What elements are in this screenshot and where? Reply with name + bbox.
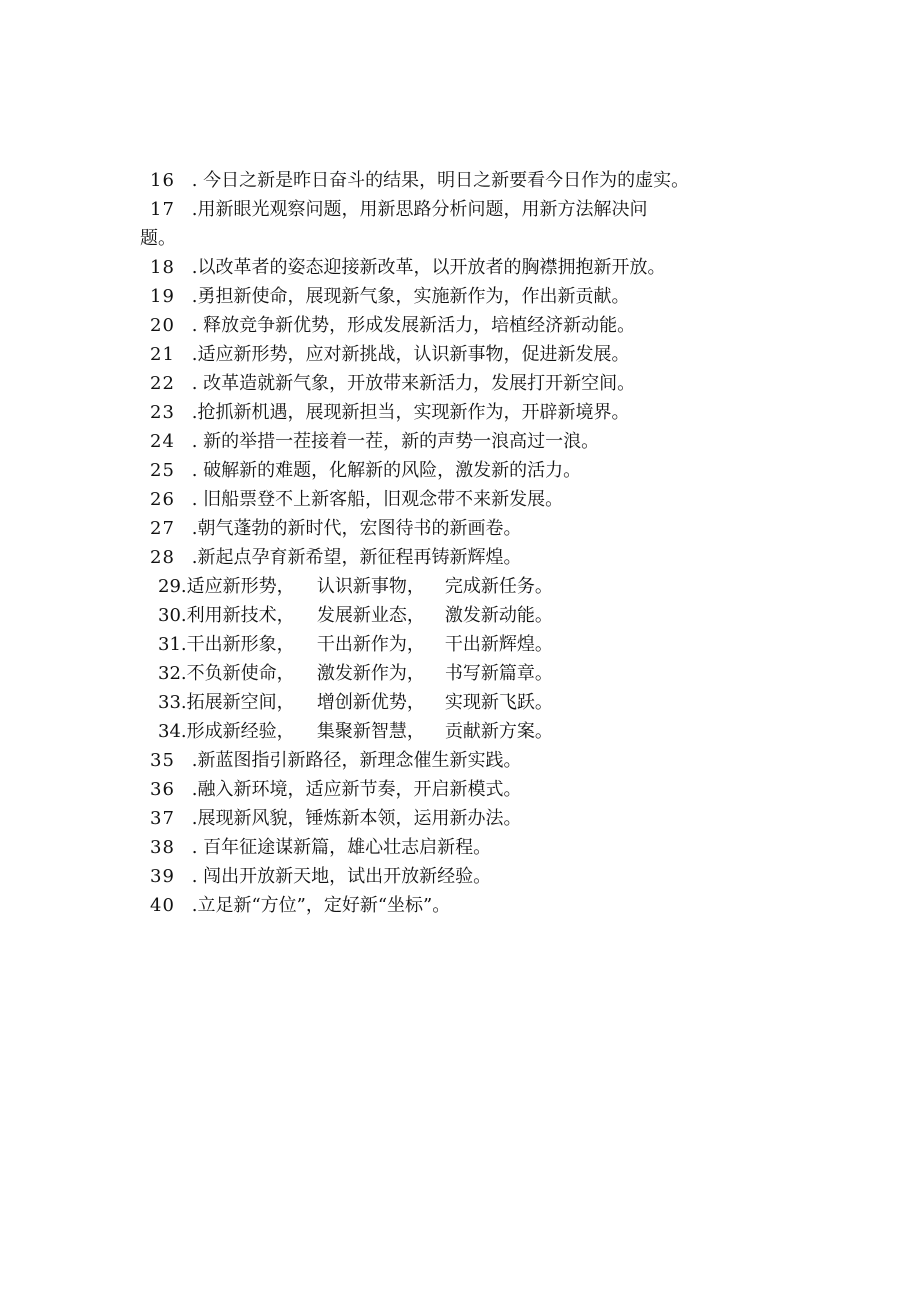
- list-item: [150, 166, 770, 195]
- item-text-continuation: 题。: [140, 228, 176, 249]
- item-text: .新蓝图指引新路径，新理念催生新实践。: [186, 750, 522, 771]
- list-item: [150, 601, 770, 630]
- item-text: . 旧船票登不上新客船，旧观念带不来新发展。: [186, 489, 564, 510]
- item-number: 40: [150, 895, 175, 916]
- list-item: [150, 253, 770, 282]
- item-number: 24: [150, 431, 175, 452]
- item-text: . 百年征途谋新篇，雄心壮志启新程。: [186, 837, 492, 858]
- item-segment: .利用新技术，: [180, 605, 295, 626]
- item-number: 21: [150, 344, 175, 365]
- list-item: [150, 282, 770, 311]
- item-text: . 今日之新是昨日奋斗的结果，明日之新要看今日作为的虚实。: [186, 170, 690, 191]
- item-number: 18: [150, 257, 175, 278]
- item-segment: 完成新任务。: [444, 576, 553, 597]
- item-segment: .形成新经验，: [180, 721, 295, 742]
- item-segment: .干出新形象，: [180, 634, 295, 655]
- item-text: . 破解新的难题，化解新的风险，激发新的活力。: [186, 460, 582, 481]
- list-item: [150, 862, 770, 891]
- item-text: . 改革造就新气象，开放带来新活力，发展打开新空间。: [186, 373, 636, 394]
- list-item: [150, 398, 770, 427]
- item-text: .立足新“方位”，定好新“坐标”。: [186, 895, 451, 916]
- item-segment: .不负新使命，: [180, 663, 295, 684]
- item-number: 19: [150, 286, 175, 307]
- item-segment: 集聚新智慧，: [316, 721, 425, 742]
- list-item: [150, 369, 770, 398]
- list-item: [150, 659, 770, 688]
- item-segment: 认识新事物，: [316, 576, 425, 597]
- item-segment: 激发新作为，: [316, 663, 425, 684]
- list-item: [150, 543, 770, 572]
- item-number: 39: [150, 866, 175, 887]
- list-item: [150, 833, 770, 862]
- item-segment: 贡献新方案。: [444, 721, 553, 742]
- item-number: 22: [150, 373, 175, 394]
- item-segment: .适应新形势，: [180, 576, 295, 597]
- item-segment: 干出新作为，: [316, 634, 425, 655]
- list-item: [150, 717, 770, 746]
- item-segment: 激发新动能。: [444, 605, 553, 626]
- item-text: .勇担新使命，展现新气象，实施新作为，作出新贡献。: [186, 286, 630, 307]
- item-segment: 实现新飞跃。: [444, 692, 553, 713]
- item-number: 16: [150, 170, 175, 191]
- item-text: .朝气蓬勃的新时代，宏图待书的新画卷。: [186, 518, 522, 539]
- item-segment: 发展新业态，: [316, 605, 425, 626]
- item-text: .展现新风貌，锤炼新本领，运用新办法。: [186, 808, 522, 829]
- item-number: 27: [150, 518, 175, 539]
- item-number: 17: [150, 199, 175, 220]
- item-number: 31: [158, 634, 181, 655]
- list-item: [150, 572, 770, 601]
- item-text: .抢抓新机遇，展现新担当，实现新作为，开辟新境界。: [186, 402, 630, 423]
- item-number: 30: [158, 605, 181, 626]
- item-number: 28: [150, 547, 175, 568]
- list-item: [150, 485, 770, 514]
- item-text: .新起点孕育新希望，新征程再铸新辉煌。: [186, 547, 522, 568]
- list-item: [150, 688, 770, 717]
- item-number: 36: [150, 779, 175, 800]
- list-item: [150, 427, 770, 456]
- item-segment: .拓展新空间，: [180, 692, 295, 713]
- item-text: .适应新形势，应对新挑战，认识新事物，促进新发展。: [186, 344, 630, 365]
- list-item: [150, 456, 770, 485]
- item-number: 34: [158, 721, 181, 742]
- item-text: . 闯出开放新天地，试出开放新经验。: [186, 866, 492, 887]
- item-number: 25: [150, 460, 175, 481]
- item-number: 35: [150, 750, 175, 771]
- item-text: .融入新环境，适应新节奏，开启新模式。: [186, 779, 522, 800]
- list-item: [150, 514, 770, 543]
- item-number: 20: [150, 315, 175, 336]
- list-item: [150, 630, 770, 659]
- list-item: [150, 746, 770, 775]
- list-item: [140, 195, 770, 253]
- list-item: [150, 311, 770, 340]
- list-item: [150, 804, 770, 833]
- item-number: 32: [158, 663, 181, 684]
- item-text: .以改革者的姿态迎接新改革，以开放者的胸襟拥抱新开放。: [186, 257, 666, 278]
- numbered-list: [140, 166, 770, 920]
- item-segment: 干出新辉煌。: [444, 634, 553, 655]
- item-number: 33: [158, 692, 181, 713]
- item-segment: 增创新优势，: [316, 692, 425, 713]
- item-number: 26: [150, 489, 175, 510]
- list-item: [150, 340, 770, 369]
- item-number: 38: [150, 837, 175, 858]
- item-text: .用新眼光观察问题，用新思路分析问题，用新方法解决问: [186, 199, 648, 220]
- item-number: 37: [150, 808, 175, 829]
- list-item: [150, 891, 770, 920]
- list-item: [150, 775, 770, 804]
- item-text: . 新的举措一茬接着一茬，新的声势一浪高过一浪。: [186, 431, 600, 452]
- item-number: 23: [150, 402, 175, 423]
- item-number: 29: [158, 576, 181, 597]
- item-text: . 释放竞争新优势，形成发展新活力，培植经济新动能。: [186, 315, 636, 336]
- item-segment: 书写新篇章。: [444, 663, 553, 684]
